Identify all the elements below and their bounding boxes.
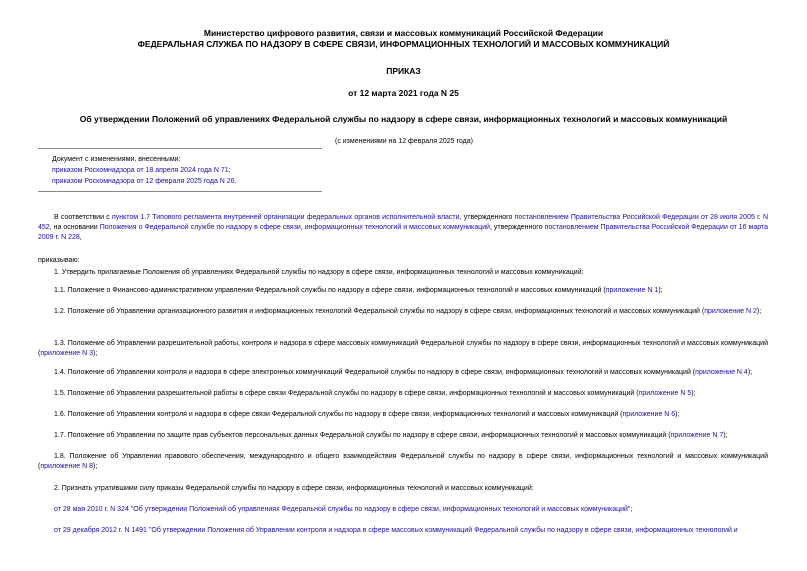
item-1: 1. Утвердить прилагаемые Положения об управлениях Федеральной службы по надзору в сфере связи, информационных технологий и массовых коммуникаций: bbox=[54, 269, 584, 276]
item-1-7-end: ); bbox=[723, 432, 728, 439]
item-1-4 bbox=[38, 368, 768, 378]
item-1-4-text: 1.4. Положение об Управлении контроля и надзора в сфере электронных коммуникаций Федеральной службы по надзору в сфере связи, информационных технологий и массовых коммуникаций ( bbox=[54, 369, 696, 376]
appendix-4-link[interactable]: приложение N 4 bbox=[695, 369, 748, 376]
item-1-8-text: 1.8. Положение об Управлении правового обеспечения, международного и общего взаимодействия Федеральной службы по надзору в сфере связи, информационных технологий и массовых коммуникаций ( bbox=[38, 453, 768, 470]
item-1-1-text: 1.1. Положение о Финансово-административном управлении Федеральной службы по надзору в сфере связи, информационных технологий и массовых коммуникаций ( bbox=[54, 287, 606, 294]
changes-box-top-rule bbox=[38, 148, 322, 149]
item-1-5-text: 1.5. Положение об Управлении разрешительной работы в сфере связи Федеральной службы по надзору в сфере связи, информационных технологий и массовых коммуникаций ( bbox=[54, 390, 639, 397]
item-1-6 bbox=[38, 410, 768, 420]
item-2: 2. Признать утратившими силу приказы Федеральной службы по надзору в сфере связи, информационных технологий и массовых коммуникаций: bbox=[54, 485, 534, 492]
preamble-link-decree-228[interactable]: постановлением Правительства Российской Федерации от 16 марта 2009 г. N 228 bbox=[38, 224, 768, 241]
preamble-text-5: , bbox=[79, 234, 82, 241]
item-1-6-end: ); bbox=[675, 411, 680, 418]
change-link-2[interactable]: приказом Роскомнадзора от 12 февраля 2025 года N 26. bbox=[52, 178, 237, 185]
item-1-1 bbox=[38, 286, 768, 296]
preamble-text-1: В соответствии с bbox=[54, 214, 112, 221]
edition-note: (с изменениями на 12 февраля 2025 года) bbox=[335, 138, 473, 145]
preamble-text-2: , утвержденного bbox=[459, 214, 515, 221]
appendix-8-link[interactable]: приложение N 8 bbox=[40, 463, 93, 470]
change-link-1[interactable]: приказом Роскомнадзора от 18 апреля 2024 года N 71; bbox=[52, 167, 231, 174]
item-1-8 bbox=[38, 452, 768, 472]
preamble-text-4: , утвержденного bbox=[489, 224, 545, 231]
appendix-5-link[interactable]: приложение N 5 bbox=[638, 390, 692, 397]
doc-date-number: от 12 марта 2021 года N 25 bbox=[348, 88, 459, 98]
item-1-3 bbox=[38, 339, 768, 359]
doc-title: Об утверждении Положений об управлениях Федеральной службы по надзору в сфере связи, информационных технологий и массовых коммуникаций bbox=[79, 114, 728, 124]
appendix-6-link[interactable]: приложение N 6 bbox=[622, 411, 676, 418]
appendix-7-link[interactable]: приложение N 7 bbox=[670, 432, 724, 439]
item-1-1-end: ); bbox=[658, 287, 663, 294]
changes-box-label: Документ с изменениями, внесенными: bbox=[52, 156, 181, 163]
item-1-7-text: 1.7. Положение об Управлении по защите прав субъектов персональных данных Федеральной службы по надзору в сфере связи, информационных технологий и массовых коммуникаций ( bbox=[54, 432, 671, 439]
preamble-paragraph bbox=[38, 213, 768, 243]
item-1-5 bbox=[38, 389, 768, 399]
repealed-order-1491-link[interactable]: от 29 декабря 2012 г. N 1491 "Об утверждении Положения об Управлении контроля и надзора в сфере массовых коммуникаций Федеральной службы по надзору в сфере связи, информационных технологий и bbox=[54, 527, 738, 534]
item-1-7 bbox=[38, 431, 768, 441]
item-1-6-text: 1.6. Положение об Управлении контроля и надзора в сфере связи Федеральной службы по надзору в сфере связи, информационных технологий и массовых коммуникаций ( bbox=[54, 411, 623, 418]
changes-box-bottom-rule bbox=[38, 191, 322, 192]
item-1-4-end: ); bbox=[747, 369, 753, 376]
preamble-link-decree-452[interactable]: постановлением Правительства Российской Федерации от 28 июля 2005 г. N 452 bbox=[38, 214, 769, 231]
item-1-2-text: 1.2. Положение об Управлении организационного развития и информационных технологий Федеральной службы по надзору в сфере связи, информационных технологий и массовых коммуникаций ( bbox=[54, 308, 705, 315]
preamble-link-regulation[interactable]: пунктом 1.7 Типового регламента внутренней организации федеральных органов исполнительной власти bbox=[111, 214, 460, 221]
preamble-text-3: , на основании bbox=[49, 224, 100, 231]
item-1-2-end: ); bbox=[756, 308, 762, 315]
appendix-3-link[interactable]: приложение N 3 bbox=[40, 350, 93, 357]
doc-type: ПРИКАЗ bbox=[386, 66, 421, 76]
item-1-3-text: 1.3. Положение об Управлении разрешительной работы, контроля и надзора в сфере массовых коммуникаций Федеральной службы по надзору в сфере связи, информационных технологий и массовых коммуникаций ( bbox=[38, 340, 768, 357]
appendix-2-link[interactable]: приложение N 2 bbox=[704, 308, 757, 315]
service-name: ФЕДЕРАЛЬНАЯ СЛУЖБА ПО НАДЗОРУ В СФЕРЕ СВЯЗИ, ИНФОРМАЦИОННЫХ ТЕХНОЛОГИЙ И МАССОВЫХ КОММУНИКАЦИЙ bbox=[137, 39, 670, 49]
appendix-1-link[interactable]: приложение N 1 bbox=[605, 287, 659, 294]
order-word: приказываю: bbox=[38, 257, 80, 264]
item-1-3-end: ); bbox=[93, 350, 98, 357]
item-1-5-end: ); bbox=[691, 390, 696, 397]
preamble-link-statute[interactable]: Положения о Федеральной службе по надзору в сфере связи, информационных технологий и массовых коммуникаций bbox=[99, 224, 490, 231]
repealed-order-324-link[interactable]: от 28 мая 2010 г. N 324 "Об утверждении Положений об управлениях Федеральной службы по надзору в сфере связи, информационных технологий и массовых коммуникаций"; bbox=[54, 506, 633, 513]
item-1-8-end: ); bbox=[93, 463, 98, 470]
ministry-name: Министерство цифрового развития, связи и массовых коммуникаций Российской Федерации bbox=[203, 28, 604, 38]
item-1-2 bbox=[38, 307, 768, 317]
